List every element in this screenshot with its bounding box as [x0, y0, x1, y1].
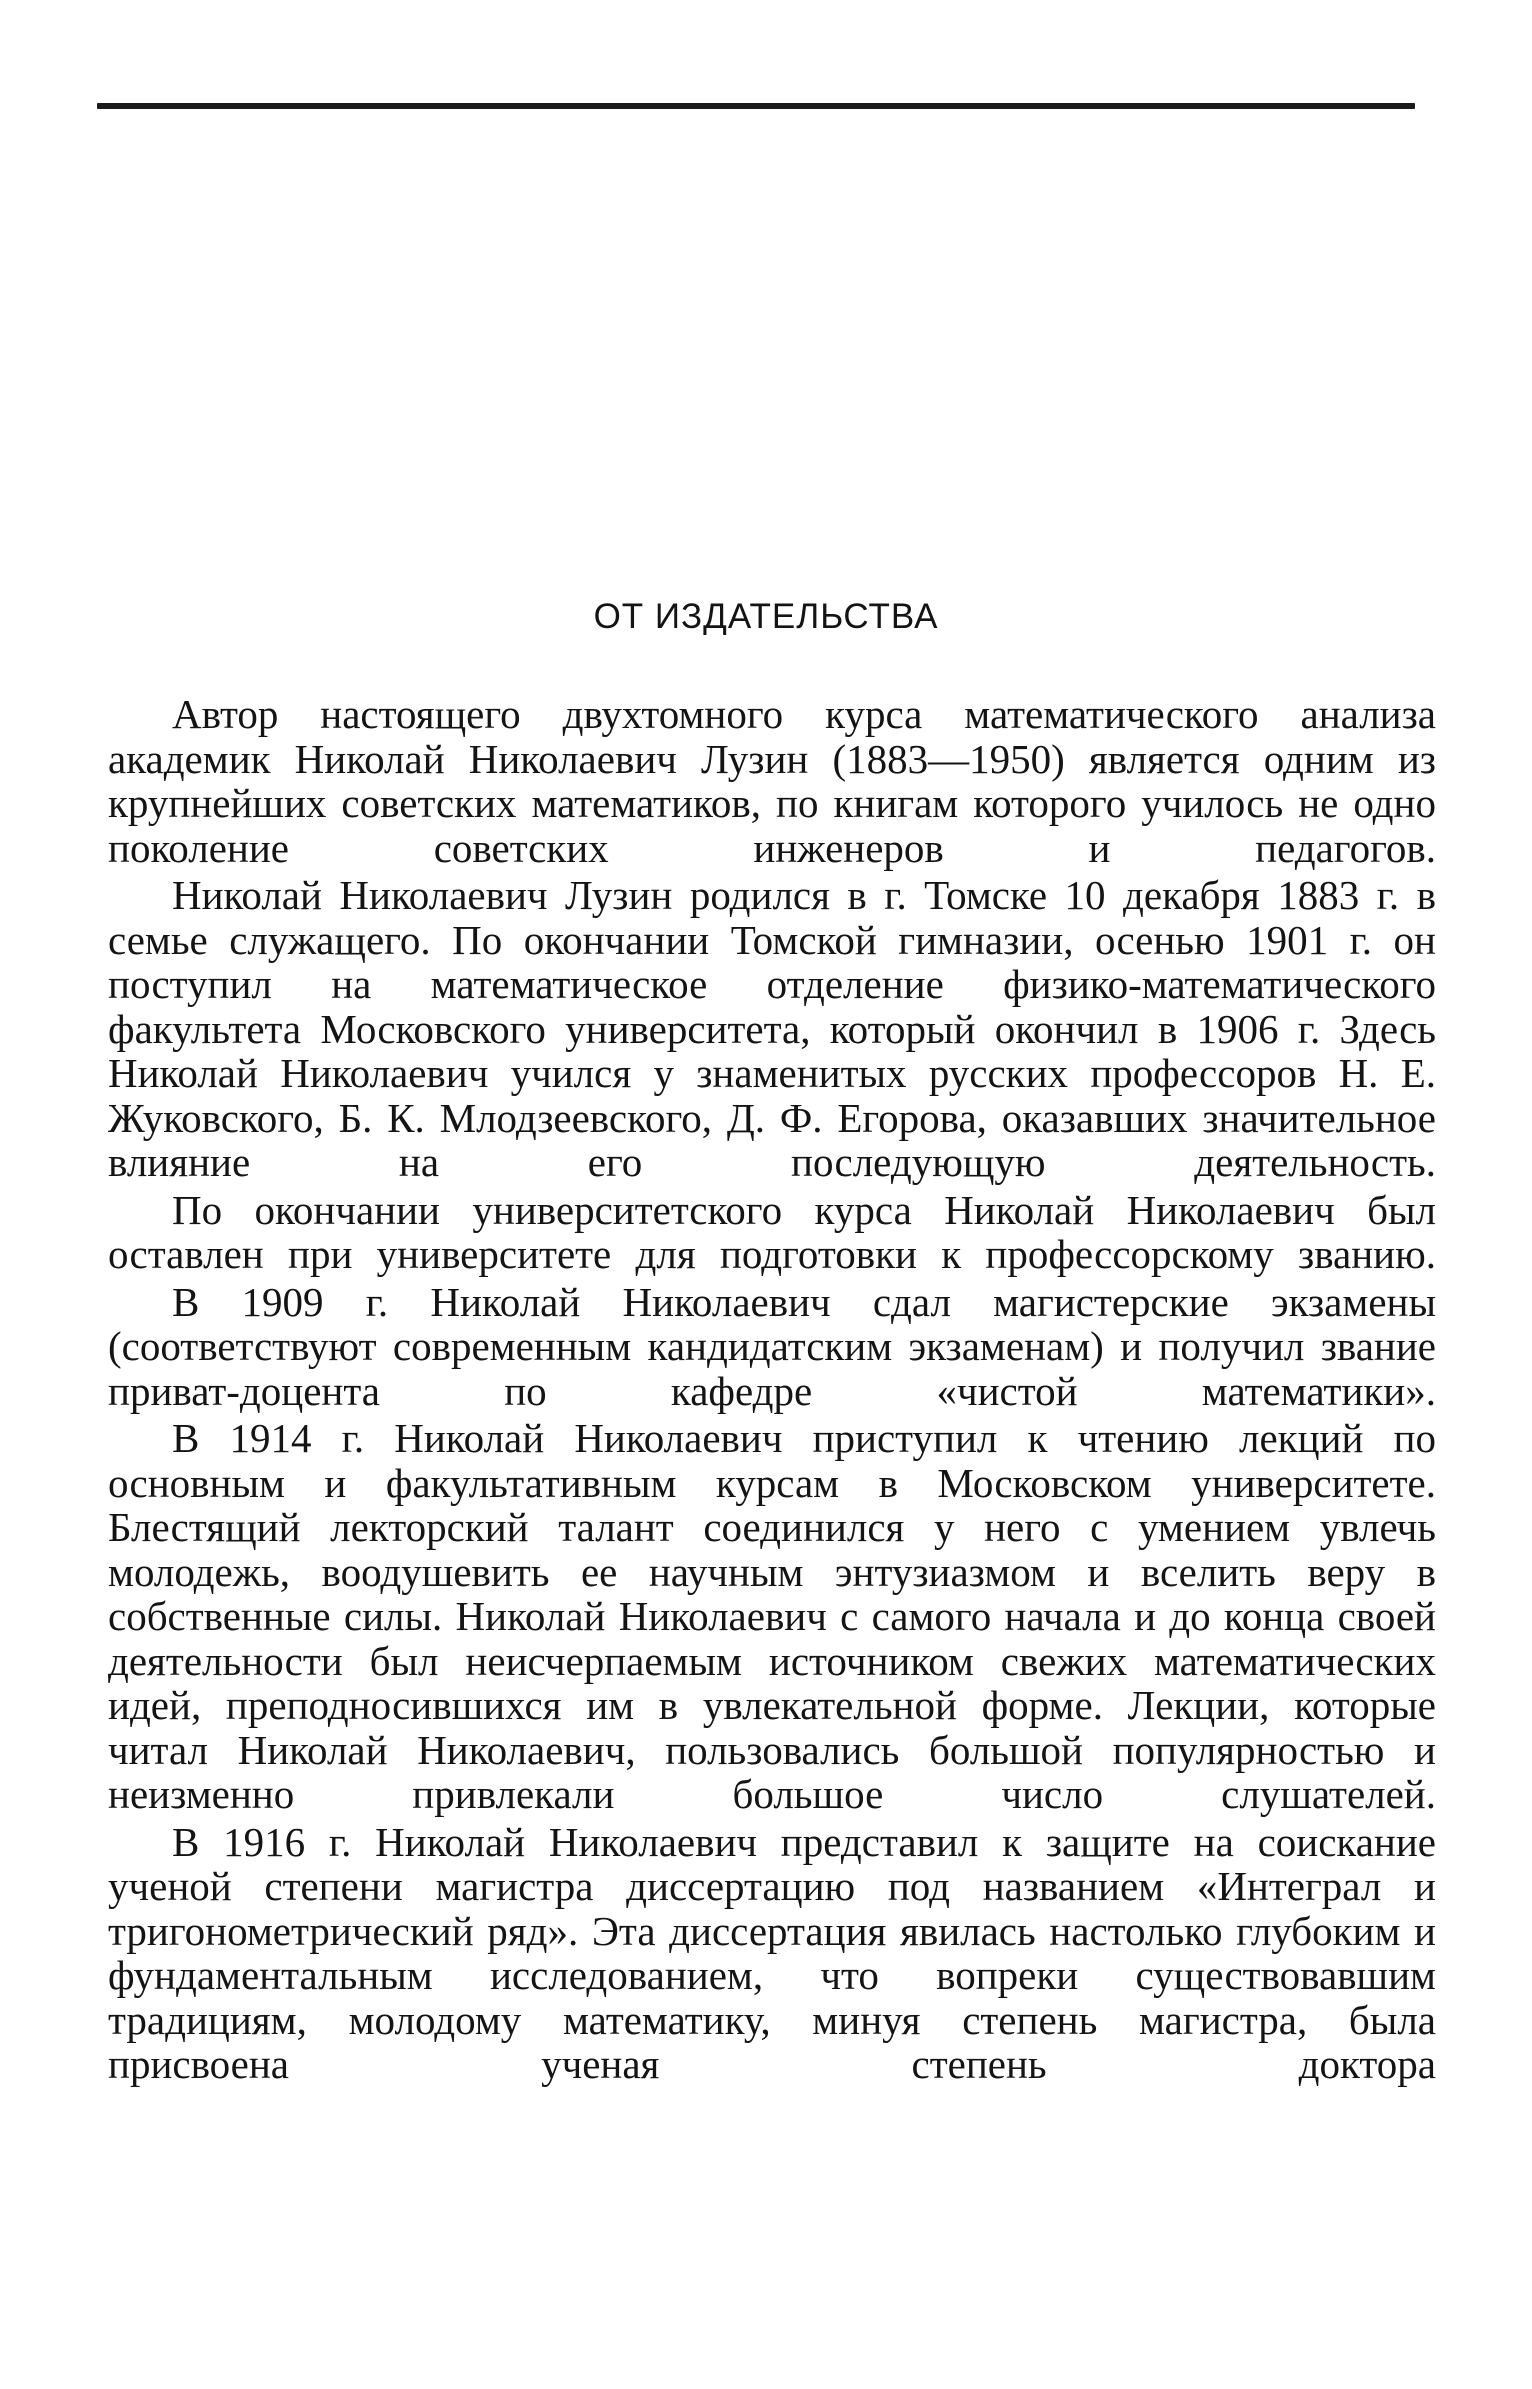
paragraph-6: В 1916 г. Николай Николаевич представил к защите на соискание ученой степени магистра диссертацию под названием «Интеграл и тригонометрический ряд». Эта диссертация явилась настолько глубоким и фундаментальным исследованием, что вопреки существовавшим традициям, молодому математику, минуя степень магистра, была присвоена ученая степень доктора: [108, 1818, 1436, 2087]
paragraph-2: Николай Николаевич Лузин родился в г. Томске 10 декабря 1883 г. в семье служащего. По окончании Томской гимназии, осенью 1901 г. он поступил на математическое отделение физико-математического факультета Московского университета, который окончил в 1906 г. Здесь Николай Николаевич учился у знаменитых русских профессоров Н. Е. Жуковского, Б. К. Млодзеевского, Д. Ф. Егорова, оказавших значительное влияние на его последующую деятельность.: [108, 872, 1436, 1185]
paragraph-1: Автор настоящего двухтомного курса математического анализа академик Николай Николаевич Лузин (1883—1950) является одним из крупнейших советских математиков, по книгам которого училось не одно поколение советских инженеров и педагогов.: [108, 691, 1436, 871]
body-text: [108, 692, 1436, 2087]
paragraph-4: В 1909 г. Николай Николаевич сдал магистерские экзамены (соответствуют современным кандидатским экзаменам) и получил звание приват-доцента по кафедре «чистой математики».: [108, 1278, 1436, 1414]
top-rule: [97, 103, 1415, 109]
paragraph-3: По окончании университетского курса Николай Николаевич был оставлен при университете для подготовки к профессорскому званию.: [108, 1186, 1436, 1277]
section-heading: ОТ ИЗДАТЕЛЬСТВА: [593, 597, 939, 636]
paragraph-5: В 1914 г. Николай Николаевич приступил к чтению лекций по основным и факультативным курсам в Московском университете. Блестящий лекторский талант соединился у него с умением увлечь молодежь, воодушевить ее научным энтузиазмом и вселить веру в собственные силы. Николай Николаевич с самого начала и до конца своей деятельности был неисчерпаемым источником свежих математических идей, преподносившихся им в увлекательной форме. Лекции, которые читал Николай Николаевич, пользовались большой популярностью и неизменно привлекали большое число слушателей.: [108, 1415, 1436, 1817]
